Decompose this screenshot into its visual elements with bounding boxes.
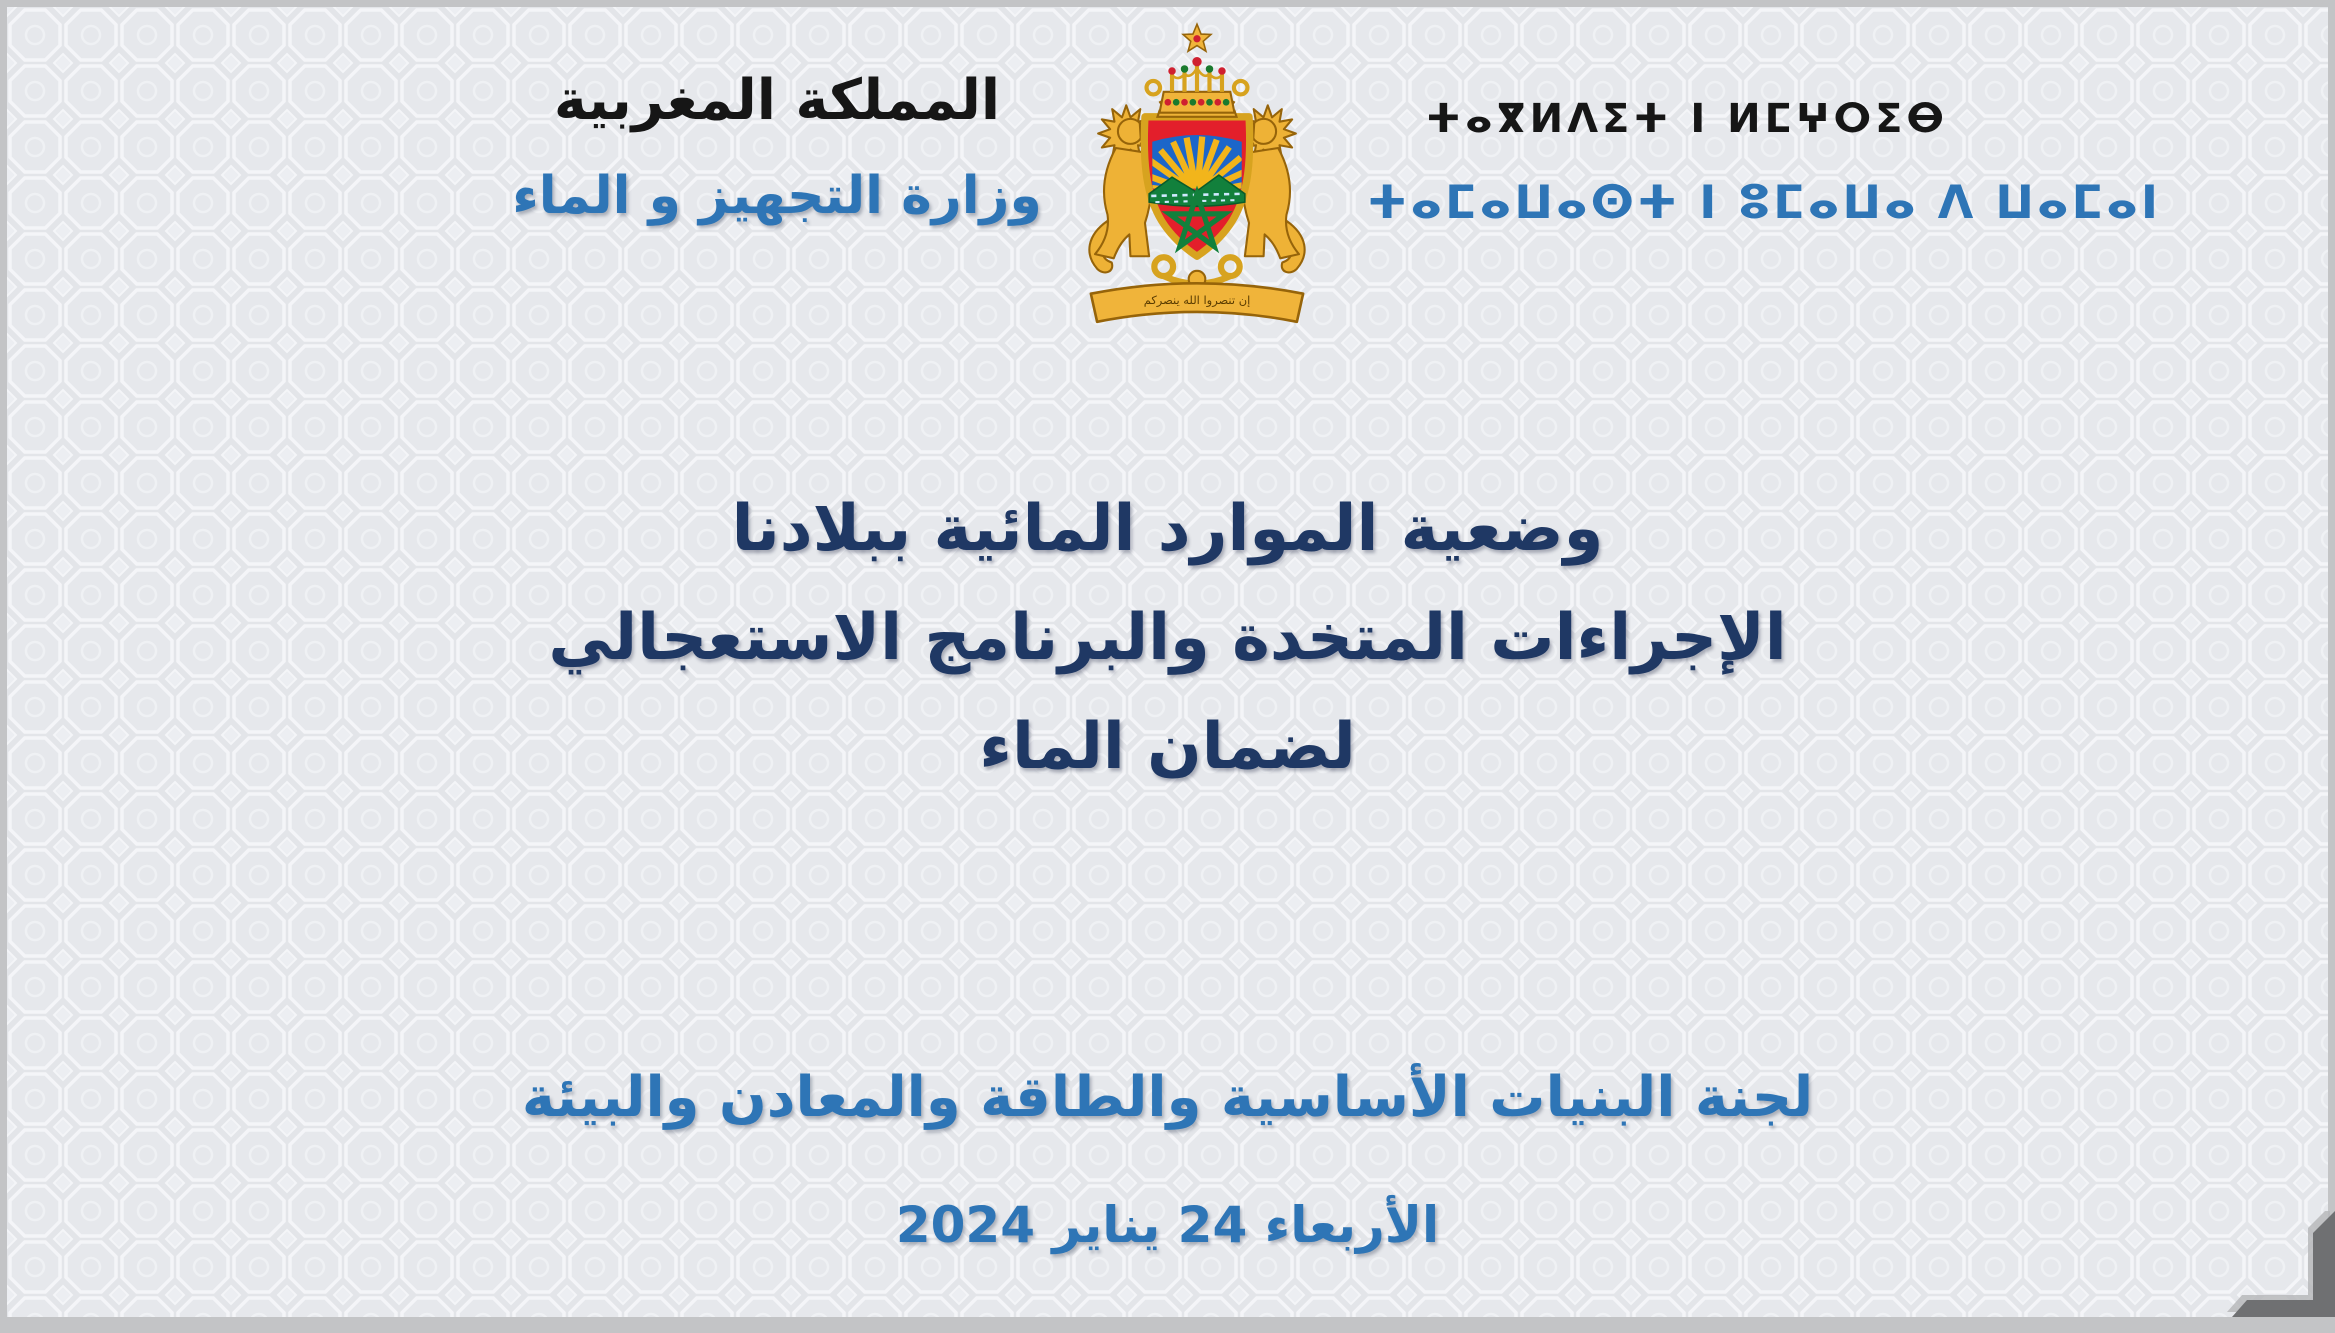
emblem-motto-text: إن تنصروا الله ينصركم bbox=[1143, 293, 1251, 308]
kingdom-name-tifinagh: ⵜⴰⴳⵍⴷⵉⵜ ⵏ ⵍⵎⵖⵔⵉⴱ bbox=[1425, 96, 1949, 142]
government-header-tifinagh bbox=[1367, 7, 2162, 233]
title-line-3: لضمان الماء bbox=[979, 709, 1356, 784]
government-header-arabic bbox=[407, 7, 1147, 235]
title-line-2: الإجراءات المتخدة والبرنامج الاستعجالي bbox=[548, 600, 1787, 675]
slide bbox=[7, 7, 2328, 1317]
kingdom-name-arabic: المملكة المغربية bbox=[553, 68, 1001, 133]
slide-title bbox=[7, 475, 2328, 801]
title-line-1: وضعية الموارد المائية ببلادنا bbox=[731, 492, 1604, 566]
corner-fold-icon bbox=[2205, 1211, 2335, 1317]
session-date: الأربعاء 24 يناير 2024 bbox=[895, 1196, 1440, 1254]
ministry-name-tifinagh: ⵜⴰⵎⴰⵡⴰⵙⵜ ⵏ ⵓⵎⴰⵡⴰ ⴷ ⵡⴰⵎⴰⵏ bbox=[1367, 175, 2162, 229]
moroccan-coat-of-arms-icon bbox=[1047, 19, 1347, 327]
committee-name: لجنة البنيات الأساسية والطاقة والمعادن والبيئة bbox=[521, 1065, 1814, 1130]
ministry-name-arabic: وزارة التجهيز و الماء bbox=[512, 166, 1042, 226]
